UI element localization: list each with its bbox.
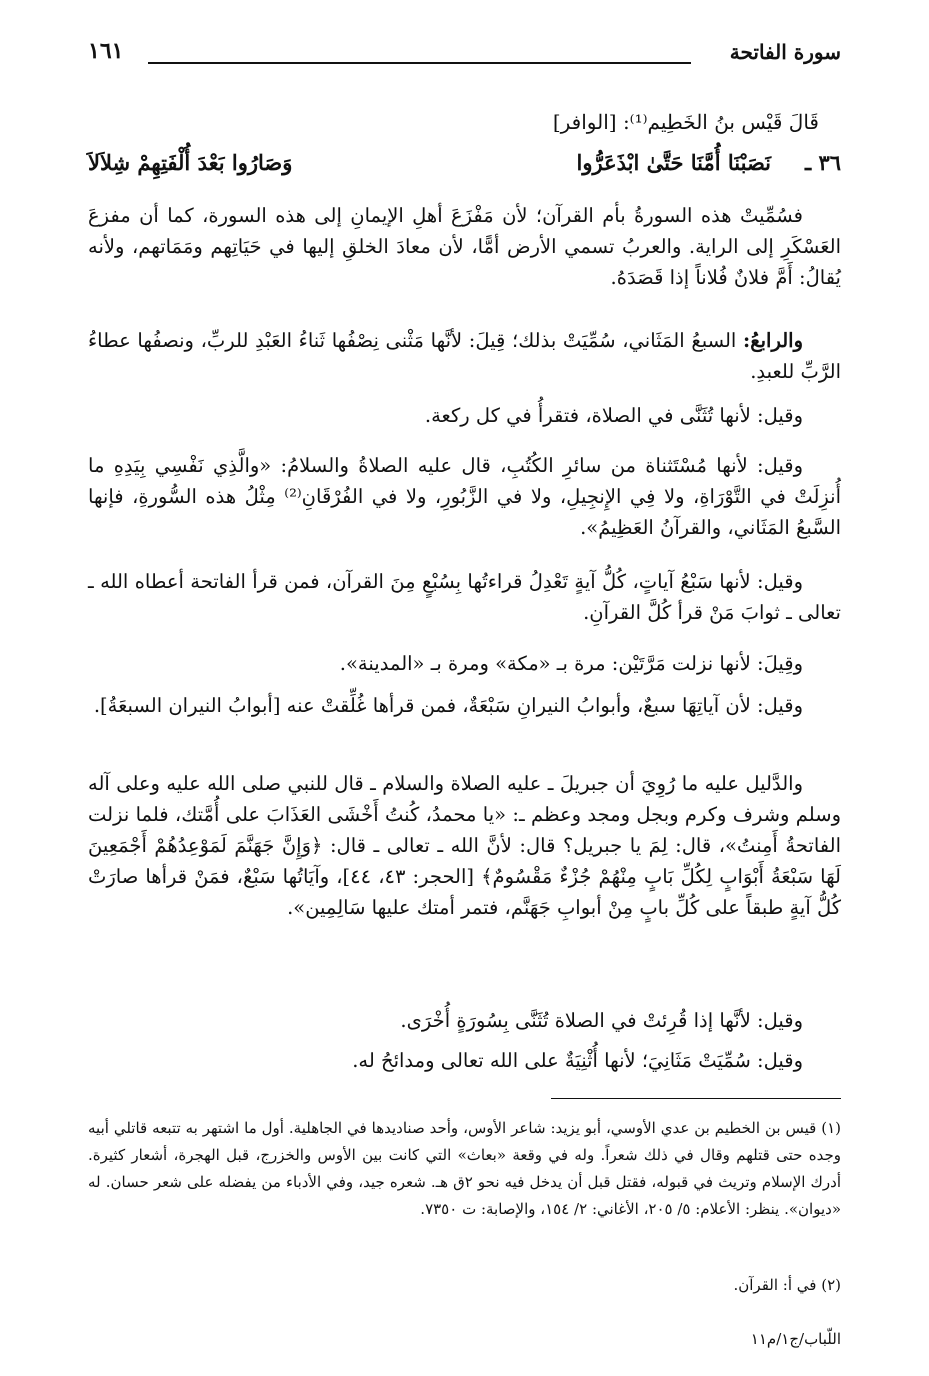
paragraph-recited-in-prayer: وقيل: لأنها تُثَنَّى في الصلاة، فتقرأُ في كل ركعة. — [424, 404, 803, 427]
verse-first-hemistich: نَصَبْنَا أُمَّنَا حَتَّىٰ ابْذَعَرُّوا — [576, 150, 771, 175]
verse-second-hemistich: وَصَارُوا بَعْدَ أُلْفَتِهِمْ شِلاَلاَ — [88, 150, 293, 175]
page-header — [88, 34, 841, 70]
paragraph-hadith-excepted: وقيل: لأنها مُسْتَثناة من سائرِ الكُتُبِ، قال عليه الصلاةُ والسلامُ: «والَّذِي نَفْسِي بِيَدِهِ ما أُنزِلَتْ في التَّوْرَاةِ، ولا فِي الإِنجِيلِ، ولا في الزَّبُورِ، ولا في الفُرْقَانِ⁽²⁾ مِثْلُ هذه السُّورةِ، فإنها السَّبعُ المَثَاني، والقرآنُ العَظِيمُ». — [88, 454, 841, 539]
paragraph-jibril-evidence: والدَّليل عليه ما رُوِيَ أن جبريلَ ـ عليه الصلاة والسلام ـ قال للنبي صلى الله عليه وعلى آله وسلم وشرف وكرم وبجل ومجد وعظم ـ: «يا محمدُ، كُنتُ أَخْشَى العَذَابَ على أُمَّتك، فلما نزلت الفاتحةُ أَمِنتُ»، قال: لِمَ يا جبريل؟ قال: لأنَّ الله ـ تعالى ـ قال: ﴿وَإِنَّ جَهَنَّمَ لَمَوْعِدُهُمْ أَجْمَعِينَ لَهَا سَبْعَةُ أَبْوَابٍ لِكُلِّ بَابٍ مِنْهُمْ جُزْءٌ مَقْسُومٌ﴾ [الحجر: ٤٣، ٤٤]، وآيَاتُها سَبْعٌ، فمَنْ قرأها صارَتْ كُلُّ آيةٍ طبقاً على كُلِّ بابٍ مِنْ أبوابِ جَهَنَّم، فتمر أمتك عليها سَالِمِين». — [88, 772, 841, 919]
footnote-1: (١) قيس بن الخطيم بن عدي الأوسي، أبو يزيد: شاعر الأوس، وأحد صناديدها في الجاهلية. أول ما اشتهر به تتبعه قاتلي أبيه وجده حتى قتلهم وقال في ذلك شعراً. وله في وقعة «بعاث» التي كانت بين الأوس والخزرج، قبل الهجرة، أشعار كثيرة. أدرك الإسلام وتريث في قبوله، فقتل قبل أن يدخل فيه نحو ٢ق هـ. شعره جيد، وفي الأدباء من يفضله على شعر حسان. له «ديوان». ينظر: الأعلام: ٥/ ٢٠٥، الأغاني: ٢/ ١٥٤، والإصابة: ت ٧٣٥٠. — [88, 1119, 841, 1218]
paragraph-revealed-twice: وقِيلَ: لأنها نزلت مَرَّتَيْن: مرة بـ «مكة» ومرة بـ «المدينة». — [339, 652, 803, 675]
paragraph-paired-surah: وقيل: لأنَّها إذا قُرِئتْ في الصلاة تُثَنَّى بِسُورَةٍ أُخْرَى. — [400, 1009, 803, 1032]
printer-signature: اللّباب/ج١/م١١ — [750, 1330, 841, 1348]
running-title: سورة الفاتحة — [729, 40, 841, 64]
paragraph-praise: وقيل: سُمِّيَتْ مَثَانِيَ؛ لأنها أُثْنِيَةٌ على الله تعالى ومدائحُ له. — [352, 1049, 803, 1072]
footnote-divider — [551, 1098, 841, 1099]
paragraph-gates-of-fire: وقيل: لأن آياتِهَا سبعٌ، وأبوابُ النيرانِ سَبْعَةٌ، فمن قرأها غُلِّقتْ عنه [أبوابُ النيران السبعَةُ]. — [93, 694, 803, 717]
verse-number: ٣٦ ـ — [804, 150, 841, 175]
section-label: والرابعُ: — [743, 329, 803, 352]
poet-attribution: قَالَ قَيْس بنُ الخَطِيم⁽¹⁾: [الوافر] — [552, 110, 819, 134]
paragraph-text: السبعُ المَثَاني، سُمِّيَتْ بذلك؛ قِيلَ: لأنَّها مَثْنى نِصْفُها ثَناءُ العَبْدِ للربِّ، ونصفُها عطاءُ الرَّبِّ للعبدِ. — [88, 329, 841, 383]
paragraph-umm-al-quran: فسُمِّيتْ هذه السورةُ بأم القرآن؛ لأن مَفْزَعَ أهلِ الإيمانِ إلى هذه السورة، كما أن مفزعَ العَسْكَرِ إلى الراية. والعربُ تسمي الأرض أمًّا، لأن معادَ الخلقِ إليها في حَيَاتِهم ومَمَاتهم، ولأنه يُقالُ: أَمَّ فلانٌ فُلاناً إذا قَصَدَهُ. — [88, 204, 841, 289]
poetry-verse — [88, 150, 841, 188]
page-number: ١٦١ — [88, 38, 124, 64]
paragraph-seven-verses: وقيل: لأنها سَبْعُ آياتٍ، كُلُّ آيةٍ تَعْدِلُ قراءتُها بِسُبْعٍ مِنَ القرآن، فمن قرأ الفاتحة أعطاه الله ـ تعالى ـ ثوابَ مَنْ قرأ كُلَّ القرآنِ. — [88, 570, 841, 624]
footnote-2: (٢) في أ: القرآن. — [733, 1276, 841, 1294]
header-rule — [148, 62, 691, 64]
paragraph-fourth-name — [88, 325, 841, 387]
